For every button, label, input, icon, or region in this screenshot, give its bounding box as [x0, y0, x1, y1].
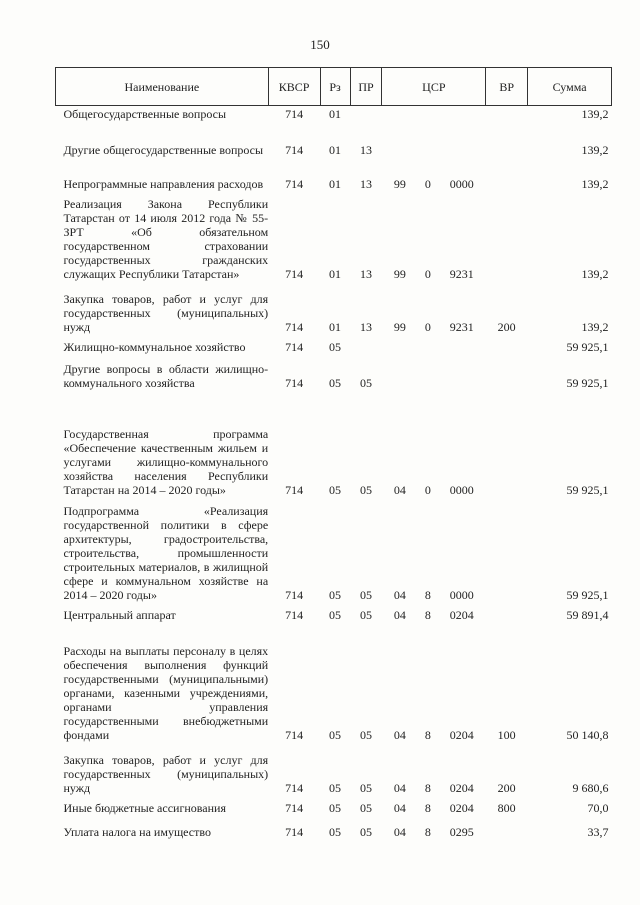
- csr-subprogram-cell: 0: [424, 319, 431, 334]
- kvsr-cell: 714: [285, 106, 304, 121]
- kvsr-cell: 714: [285, 375, 304, 390]
- vr-cell: 800: [497, 800, 516, 815]
- pr-cell: 05: [359, 800, 372, 815]
- name: Уплата налога на имущество: [63, 824, 211, 839]
- sum-cell: 59 891,4: [566, 607, 609, 622]
- sum-cell: 59 925,1: [566, 587, 609, 602]
- csr-program-cell: 04: [393, 607, 406, 622]
- csr-program-cell: 04: [393, 482, 406, 497]
- csr-direction-cell: [438, 123, 486, 159]
- csr-direction-cell: [438, 336, 486, 356]
- sum-cell: 33,7: [587, 824, 609, 839]
- csr-direction-cell: 0204: [449, 800, 474, 815]
- csr-subprogram-cell: 0: [424, 176, 431, 191]
- pr-cell: 05: [359, 824, 372, 839]
- csr-program-cell: 99: [393, 319, 406, 334]
- name: Государственная программа «Обеспечение качественным жильем и услугами жилищно-коммунального хозяйства населения Республики Татарстан на 2014 – 2020 годы»: [63, 426, 269, 497]
- budget-table: [55, 67, 612, 841]
- rz-cell: 01: [329, 106, 342, 121]
- header-rz: Рз: [320, 68, 350, 106]
- rz-cell: 05: [329, 339, 342, 354]
- csr-subprogram-cell: 8: [424, 607, 431, 622]
- sum-cell: 50 140,8: [566, 727, 609, 742]
- sum-cell: 139,2: [581, 106, 609, 121]
- kvsr-cell: 714: [285, 339, 304, 354]
- table-row: [56, 604, 612, 624]
- table-row: [56, 817, 612, 841]
- kvsr-cell: 714: [285, 176, 304, 191]
- table-row: [56, 744, 612, 797]
- sum-cell: 139,2: [581, 142, 609, 157]
- kvsr-cell: 714: [285, 482, 304, 497]
- vr-cell: [486, 106, 528, 123]
- csr-program-cell: 04: [393, 727, 406, 742]
- table-row: [56, 499, 612, 604]
- csr-direction-cell: 0204: [449, 727, 474, 742]
- csr-subprogram-cell: 8: [424, 780, 431, 795]
- rz-cell: 01: [329, 266, 342, 281]
- rz-cell: 05: [329, 482, 342, 497]
- name: Расходы на выплаты персоналу в целях обеспечения выполнения функций государственными (муниципальными) органами, казенными учреждениями, органами управления государственными внебюджетными фондами: [63, 643, 269, 742]
- vr-cell: [486, 123, 528, 159]
- name: Реализация Закона Республики Татарстан от 14 июля 2012 года № 55-ЗРТ «Об обязательном государственном страховании государственных гражданских служащих Республики Татарстан»: [63, 196, 269, 281]
- table-row: [56, 797, 612, 817]
- rz-cell: 05: [329, 607, 342, 622]
- pr-cell: 05: [359, 780, 372, 795]
- rz-cell: 01: [329, 142, 342, 157]
- table-row: [56, 356, 612, 392]
- table-row: [56, 283, 612, 336]
- vr-cell: 100: [497, 727, 516, 742]
- pr-cell: 05: [359, 727, 372, 742]
- header-kvsr: КВСР: [268, 68, 320, 106]
- rz-cell: 05: [329, 375, 342, 390]
- csr-program-cell: 99: [393, 266, 406, 281]
- pr-cell: 13: [359, 266, 372, 281]
- kvsr-cell: 714: [285, 142, 304, 157]
- table-row: [56, 106, 612, 123]
- name: Жилищно-коммунальное хозяйство: [63, 339, 246, 354]
- kvsr-cell: 714: [285, 319, 304, 334]
- csr-subprogram-cell: 8: [424, 587, 431, 602]
- pr-cell: [350, 336, 382, 356]
- pr-cell: 05: [359, 375, 372, 390]
- csr-direction-cell: [438, 356, 486, 392]
- sum-cell: 139,2: [581, 319, 609, 334]
- sum-cell: 59 925,1: [566, 375, 609, 390]
- csr-direction-cell: 0204: [449, 780, 474, 795]
- table-row: [56, 336, 612, 356]
- vr-cell: [486, 193, 528, 283]
- vr-cell: [486, 604, 528, 624]
- pr-cell: [350, 106, 382, 123]
- kvsr-cell: 714: [285, 780, 304, 795]
- csr-subprogram-cell: [418, 356, 438, 392]
- csr-subprogram-cell: [418, 336, 438, 356]
- pr-cell: 05: [359, 587, 372, 602]
- page-number: 150: [310, 37, 330, 52]
- csr-program-cell: [382, 336, 418, 356]
- vr-cell: [486, 499, 528, 604]
- header-sum: Сумма: [528, 68, 612, 106]
- sum-cell: 9 680,6: [572, 780, 609, 795]
- name: Закупка товаров, работ и услуг для государственных (муниципальных) нужд: [63, 291, 269, 334]
- csr-program-cell: [382, 106, 418, 123]
- header-vr: ВР: [486, 68, 528, 106]
- vr-cell: [486, 817, 528, 841]
- name: Центральный аппарат: [63, 607, 176, 622]
- csr-subprogram-cell: 8: [424, 800, 431, 815]
- table-row: [56, 624, 612, 744]
- csr-program-cell: [382, 123, 418, 159]
- csr-direction-cell: [438, 106, 486, 123]
- sum-cell: 70,0: [587, 800, 609, 815]
- header-csr: ЦСР: [382, 68, 486, 106]
- name: Другие общегосударственные вопросы: [63, 142, 264, 157]
- table-row: [56, 123, 612, 159]
- csr-subprogram-cell: 8: [424, 824, 431, 839]
- vr-cell: 200: [497, 319, 516, 334]
- pr-cell: 05: [359, 607, 372, 622]
- pr-cell: 13: [359, 319, 372, 334]
- table-header: [56, 68, 612, 106]
- csr-direction-cell: 0000: [449, 176, 474, 191]
- csr-direction-cell: 0000: [449, 482, 474, 497]
- table-body: [56, 106, 612, 841]
- csr-program-cell: 04: [393, 824, 406, 839]
- csr-program-cell: 04: [393, 587, 406, 602]
- kvsr-cell: 714: [285, 587, 304, 602]
- kvsr-cell: 714: [285, 727, 304, 742]
- rz-cell: 05: [329, 824, 342, 839]
- rz-cell: 05: [329, 780, 342, 795]
- csr-subprogram-cell: 8: [424, 727, 431, 742]
- table-row: [56, 193, 612, 283]
- csr-direction-cell: 0000: [449, 587, 474, 602]
- vr-cell: [486, 159, 528, 193]
- header-pr: ПР: [350, 68, 382, 106]
- kvsr-cell: 714: [285, 800, 304, 815]
- csr-program-cell: 04: [393, 780, 406, 795]
- csr-direction-cell: 9231: [449, 319, 474, 334]
- pr-cell: 13: [359, 142, 372, 157]
- sum-cell: 59 925,1: [566, 482, 609, 497]
- table-row: [56, 392, 612, 499]
- kvsr-cell: 714: [285, 824, 304, 839]
- name: Закупка товаров, работ и услуг для государственных (муниципальных) нужд: [63, 752, 269, 795]
- name: Другие вопросы в области жилищно-коммунального хозяйства: [63, 361, 269, 390]
- vr-cell: 200: [497, 780, 516, 795]
- csr-direction-cell: 0295: [449, 824, 474, 839]
- kvsr-cell: 714: [285, 607, 304, 622]
- csr-subprogram-cell: [418, 106, 438, 123]
- vr-cell: [486, 356, 528, 392]
- rz-cell: 01: [329, 176, 342, 191]
- rz-cell: 01: [329, 319, 342, 334]
- kvsr-cell: 714: [285, 266, 304, 281]
- rz-cell: 05: [329, 800, 342, 815]
- csr-subprogram-cell: 0: [424, 482, 431, 497]
- csr-program-cell: [382, 356, 418, 392]
- rz-cell: 05: [329, 727, 342, 742]
- csr-direction-cell: 0204: [449, 607, 474, 622]
- csr-program-cell: 04: [393, 800, 406, 815]
- pr-cell: 13: [359, 176, 372, 191]
- sum-cell: 139,2: [581, 176, 609, 191]
- header-name: Наименование: [56, 68, 269, 106]
- sum-cell: 59 925,1: [566, 339, 609, 354]
- csr-subprogram-cell: 0: [424, 266, 431, 281]
- csr-direction-cell: 9231: [449, 266, 474, 281]
- vr-cell: [486, 392, 528, 499]
- vr-cell: [486, 336, 528, 356]
- pr-cell: 05: [359, 482, 372, 497]
- rz-cell: 05: [329, 587, 342, 602]
- name: Общегосударственные вопросы: [63, 106, 227, 121]
- csr-program-cell: 99: [393, 176, 406, 191]
- name: Иные бюджетные ассигнования: [63, 800, 226, 815]
- table-row: [56, 159, 612, 193]
- name: Подпрограмма «Реализация государственной политики в сфере архитектуры, градостроительства, строительства, промышленности строительных материалов, в жилищной сфере и коммунальном хозяйстве на 2014 – 2020 годы»: [63, 503, 269, 602]
- csr-subprogram-cell: [418, 123, 438, 159]
- sum-cell: 139,2: [581, 266, 609, 281]
- name: Непрограммные направления расходов: [63, 176, 264, 191]
